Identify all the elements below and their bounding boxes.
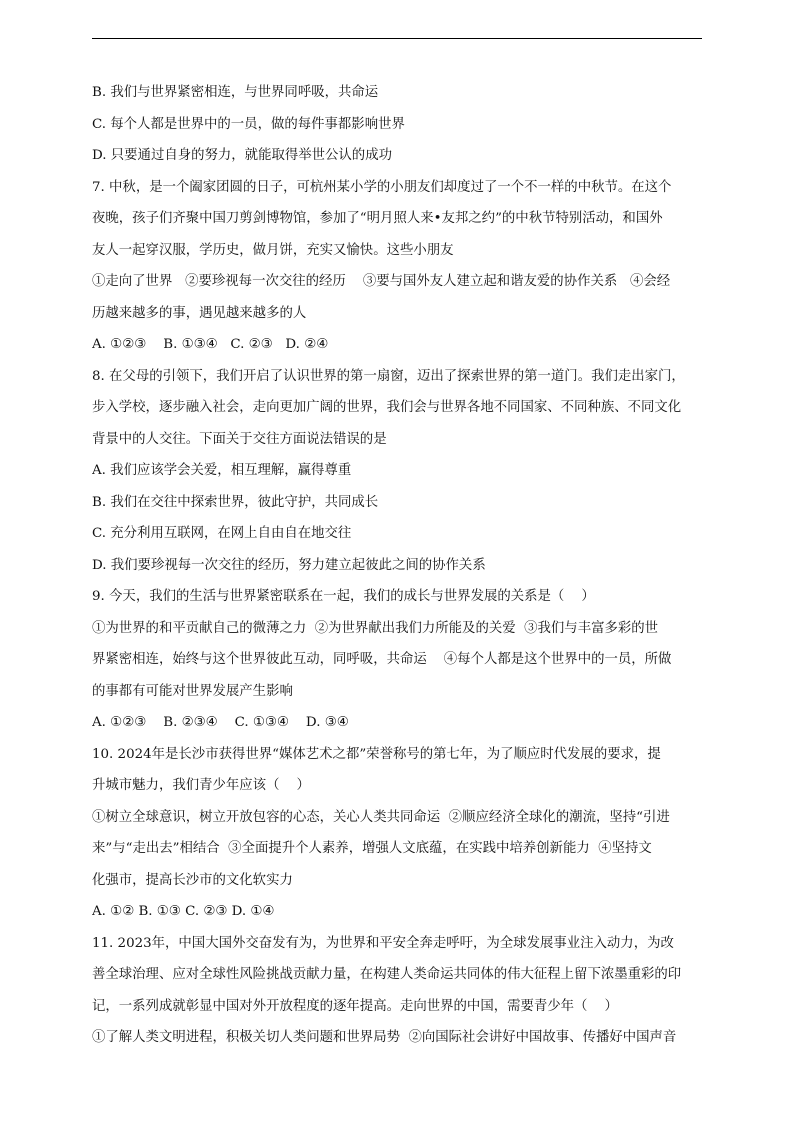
question-8-stem: 8. 在父母的引领下，我们开启了认识世界的第一扇窗，迈出了探索世界的第一道门。我们走出家门， — [92, 368, 685, 384]
question-8-stem-cont: 背景中的人交往。下面关于交往方面说法错误的是 — [92, 431, 387, 447]
question-10-stem: 10. 2024年是长沙市获得世界“媒体艺术之都”荣誉称号的第七年，为了顺应时代发展的要求，提 — [92, 746, 661, 762]
question-9-statements-cont: 的事都有可能对世界发展产生影响 — [92, 683, 293, 699]
question-10-stem-cont: 升城市魅力，我们青少年应该（ ） — [92, 778, 310, 793]
question-10-statements-cont: 来”与“走出去”相结合 ③全面提升个人素养，增强人文底蕴，在实践中培养创新能力 ④坚持文 — [92, 841, 652, 856]
question-11-statements: ①了解人类文明进程，积极关切人类问题和世界局势 ②向国际社会讲好中国故事、传播好中国声音 — [92, 1030, 677, 1045]
question-8-option-a: A. 我们应该学会关爱，相互理解，赢得尊重 — [92, 463, 352, 478]
question-10-statements-cont: 化强市，提高长沙市的文化软实力 — [92, 872, 293, 888]
question-7-stem: 7. 中秋，是一个阖家团圆的日子，可杭州某小学的小朋友们却度过了一个不一样的中秋节。在这个 — [92, 179, 672, 195]
option-d-line: D. 只要通过自身的努力，就能取得举世公认的成功 — [92, 148, 392, 163]
question-9-statements: ①为世界的和平贡献自己的微薄之力 ②为世界献出我们力所能及的关爱 ③我们与丰富多彩的世 — [92, 620, 659, 636]
question-8-option-d: D. 我们要珍视每一次交往的经历，努力建立起彼此之间的协作关系 — [92, 557, 486, 573]
question-11-stem-cont: 记，一系列成就彰显中国对外开放程度的逐年提高。走向世界的中国，需要青少年（ ） — [92, 998, 618, 1014]
question-7-choices: A. ①②③ B. ①③④ C. ②③ D. ②④ — [92, 337, 329, 352]
question-9-statements-cont: 界紧密相连，始终与这个世界彼此互动，同呼吸，共命运 ④每个人都是这个世界中的一员，所做 — [92, 652, 672, 667]
question-8-option-b: B. 我们在交往中探索世界，彼此守护，共同成长 — [92, 494, 379, 510]
question-9-choices: A. ①②③ B. ②③④ C. ①③④ D. ③④ — [92, 715, 349, 730]
question-7-stem-cont: 友人一起穿汉服，学历史，做月饼，充实又愉快。这些小朋友 — [92, 242, 454, 258]
question-11-stem: 11. 2023年，中国大国外交奋发有为，为世界和平安全奔走呼吁，为全球发展事业注入动力，为改 — [92, 935, 674, 951]
question-9-stem: 9. 今天，我们的生活与世界紧密联系在一起，我们的成长与世界发展的关系是（ ） — [92, 589, 595, 604]
option-c-line: C. 每个人都是世界中的一员，做的每件事都影响世界 — [92, 116, 405, 132]
document-body — [92, 77, 704, 1054]
question-7-stem-cont: 夜晚，孩子们齐聚中国刀剪剑博物馆，参加了“明月照人来•友邦之约”的中秋节特别活动，和国外 — [92, 211, 663, 226]
question-10-statements: ①树立全球意识，树立开放包容的心态，关心人类共同命运 ②顺应经济全球化的潮流，坚持“引进 — [92, 809, 670, 825]
question-8-stem-cont: 步入学校，逐步融入社会，走向更加广阔的世界，我们会与世界各地不同国家、不同种族、不同文化 — [92, 400, 682, 415]
question-7-statements-cont: 历越来越多的事，遇见越来越多的人 — [92, 305, 307, 321]
question-10-choices: A. ①② B. ①③ C. ②③ D. ①④ — [92, 904, 275, 919]
question-8-option-c: C. 充分利用互联网，在网上自由自在地交往 — [92, 526, 352, 541]
question-7-statements: ①走向了世界 ②要珍视每一次交往的经历 ③要与国外友人建立起和谐友爱的协作关系 ④会经 — [92, 274, 671, 289]
option-b-line: B. 我们与世界紧密相连，与世界同呼吸，共命运 — [92, 85, 379, 100]
question-11-stem-cont: 善全球治理、应对全球性风险挑战贡献力量，在构建人类命运共同体的伟大征程上留下浓墨重彩的印 — [92, 967, 682, 982]
header-rule — [92, 38, 702, 39]
